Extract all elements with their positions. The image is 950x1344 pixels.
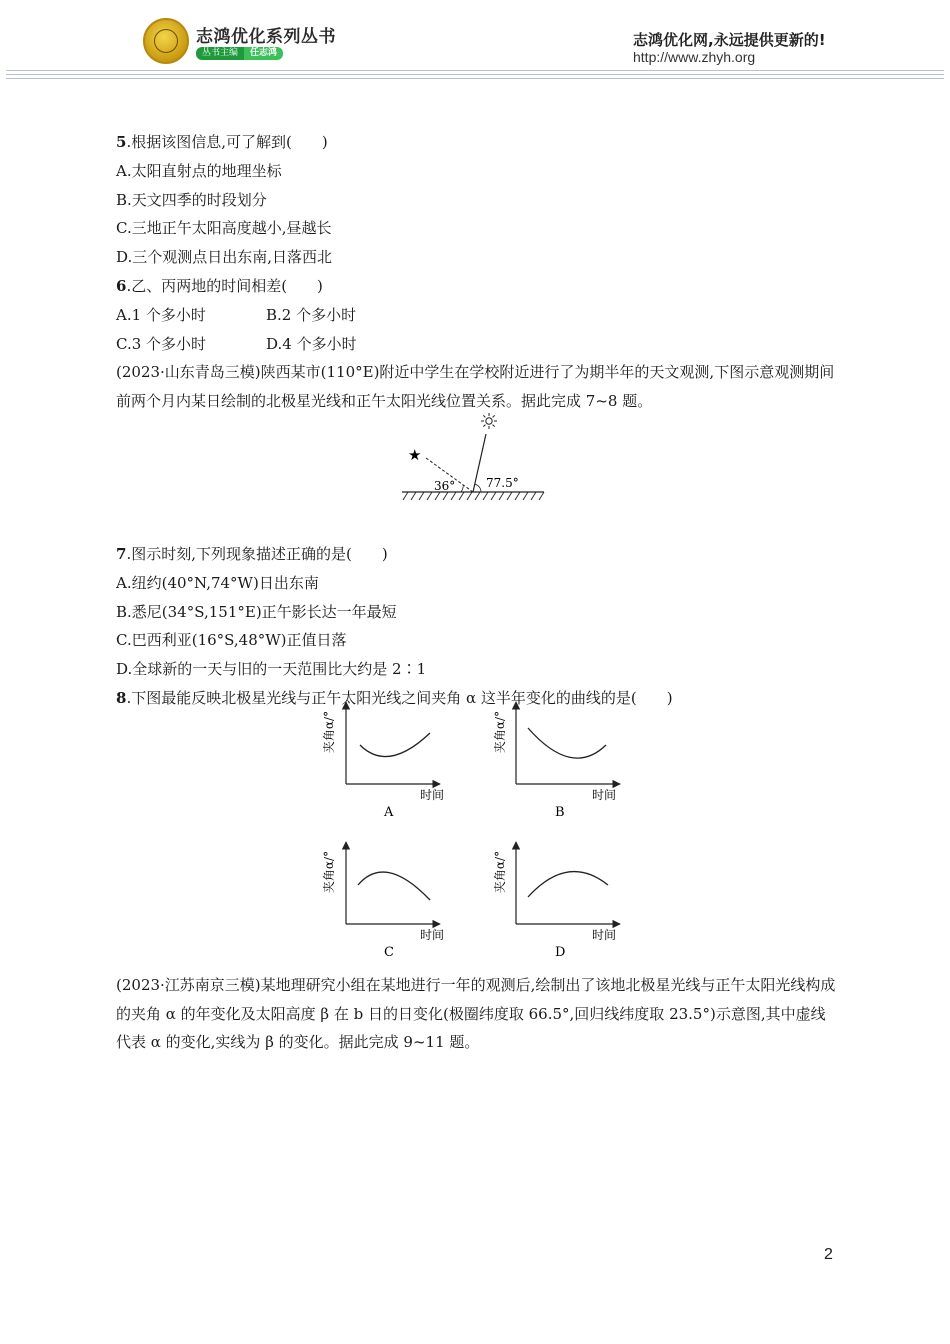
angle-arc-sun <box>475 484 481 492</box>
graph-d <box>492 842 620 960</box>
y-axis-label: 夹角α/° <box>493 850 507 894</box>
header-divider <box>6 74 944 75</box>
y-axis-label: 夹角α/° <box>322 710 336 754</box>
question-6-stem: 6.乙、丙两地的时间相差( ) <box>116 276 323 295</box>
page-header <box>0 0 950 80</box>
curve-line <box>528 728 606 758</box>
sun-ray <box>473 434 486 492</box>
question-8-stem: 8.下图最能反映北极星光线与正午太阳光线之间夹角 α 这半年变化的曲线的是( ) <box>116 688 673 707</box>
option: A.纽约(40°N,74°W)日出东南 <box>116 573 319 592</box>
option: C.巴西利亚(16°S,48°W)正值日落 <box>116 631 347 650</box>
editor-badge <box>196 47 283 60</box>
polaris-star-icon: ★ <box>408 446 422 464</box>
curve-line <box>528 872 608 897</box>
option: B.天文四季的时段划分 <box>116 190 267 209</box>
option: C.三地正午太阳高度越小,昼越长 <box>116 219 332 238</box>
option: B.2 个多小时 <box>266 305 357 324</box>
option: B.悉尼(34°S,151°E)正午影长达一年最短 <box>116 602 397 621</box>
sun-icon <box>481 413 497 429</box>
publisher-logo-icon <box>143 18 189 64</box>
graph-label: D <box>555 945 566 960</box>
angle-label-sun: 77.5° <box>486 476 519 490</box>
x-axis-label: 时间 <box>420 928 445 942</box>
header-url[interactable]: http://www.zhyh.org <box>633 49 756 65</box>
graph-label: B <box>555 805 565 820</box>
intro-7-8: (2023·山东青岛三模)陕西某市(110°E)附近中学生在学校附近进行了为期半年的天文观测,下图示意观测期间前两个月内某日绘制的北极星光线和正午太阳光线位置关系。据此完成 7~8 题。 <box>116 363 835 411</box>
y-axis-label: 夹角α/° <box>322 850 336 894</box>
angle-label-star: 36° <box>434 479 456 493</box>
graph-c <box>321 842 444 960</box>
graph-label: A <box>384 805 394 820</box>
y-axis-label: 夹角α/° <box>493 710 507 754</box>
alpha-curve-options <box>320 698 640 960</box>
x-axis-label: 时间 <box>420 788 445 802</box>
graph-label: C <box>384 945 394 960</box>
option: D.4 个多小时 <box>266 334 357 353</box>
option: C.3 个多小时 <box>116 334 207 353</box>
x-axis-label: 时间 <box>592 928 617 942</box>
graph-a <box>321 702 444 820</box>
question-5-stem: 5.根据该图信息,可了解到( ) <box>116 133 328 151</box>
graph-b <box>492 702 620 820</box>
option: A.太阳直射点的地理坐标 <box>116 161 282 180</box>
option-row <box>116 301 836 330</box>
intro-9-11: (2023·江苏南京三模)某地理研究小组在某地进行一年的观测后,绘制出了该地北极星光线与正午太阳光线构成的夹角 α 的年变化及太阳高度 β 在 b 日的日变化(极圈纬度取 66.5°,回归线纬度取 23.5°)示意图,其中虚线代表 α 的变化,实线为 β 的变化。据此完成 9~11 题。 <box>116 975 836 1052</box>
page-number: 2 <box>824 1246 833 1263</box>
header-divider <box>6 78 944 79</box>
editor-name: 任志鸿 <box>244 47 283 60</box>
editor-label: 丛书主编 <box>196 47 244 60</box>
series-title: 志鸿优化系列丛书 <box>196 27 336 47</box>
curve-line <box>358 872 430 900</box>
header-slogan: 志鸿优化网,永远提供更新的! <box>633 31 826 49</box>
option: D.三个观测点日出东南,日落西北 <box>116 248 333 267</box>
question-7-stem: 7.图示时刻,下列现象描述正确的是( ) <box>116 544 388 563</box>
curve-line <box>360 733 430 757</box>
ground-hatching <box>403 492 544 500</box>
star-sun-diagram <box>398 408 548 504</box>
x-axis-label: 时间 <box>592 788 617 802</box>
option: D.全球新的一天与旧的一天范围比大约是 2∶1 <box>116 660 427 679</box>
option: A.1 个多小时 <box>116 305 206 324</box>
header-divider <box>6 70 944 71</box>
option-row <box>116 330 836 359</box>
angle-arc-star <box>461 485 463 492</box>
